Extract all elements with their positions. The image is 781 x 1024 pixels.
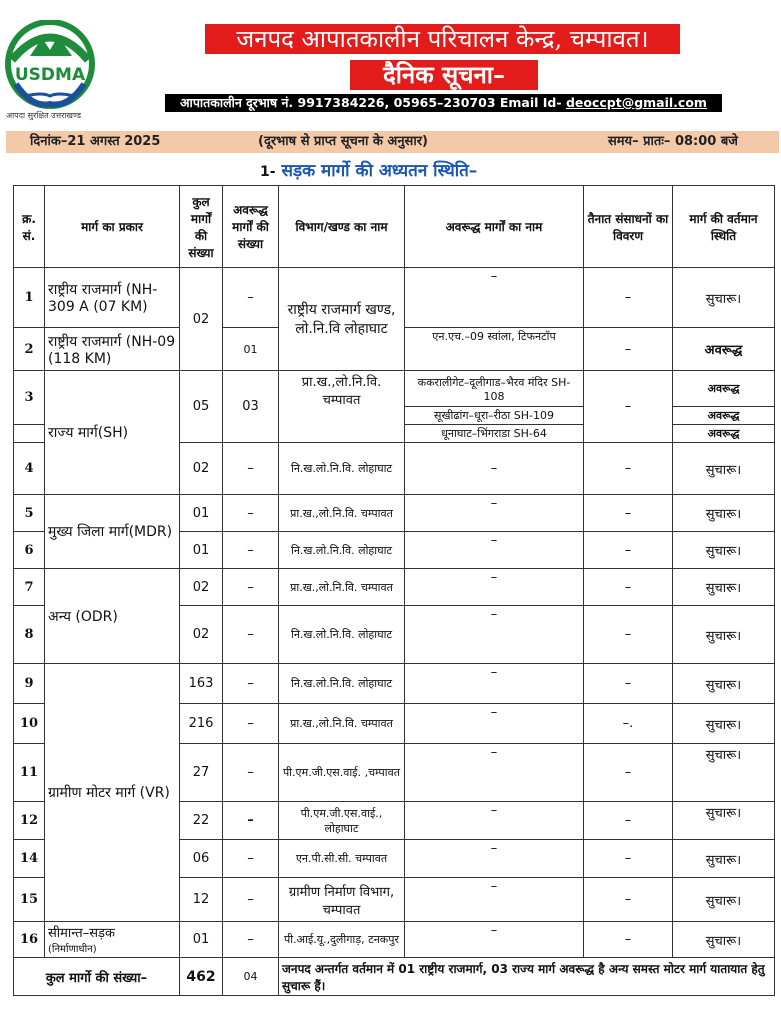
row-dept: नि.ख.लो.नि.वि. लोहाघाट (279, 606, 405, 664)
row-sno: 10 (14, 704, 45, 744)
row-sno: 14 (14, 840, 45, 878)
date-bar (6, 131, 779, 153)
row-status: सुचारू। (673, 922, 775, 958)
row-road: – (405, 664, 584, 704)
row-status: सुचारू। (673, 704, 775, 744)
row-resources: – (584, 744, 673, 802)
row-sno: 9 (14, 664, 45, 704)
row-road: – (405, 744, 584, 802)
row-total: 01 (180, 532, 223, 569)
row-type (45, 922, 180, 958)
row-sno: 11 (14, 744, 45, 802)
header-resources: तैनात संसाधनों का विवरण (584, 186, 673, 268)
row-resources: – (584, 664, 673, 704)
row-resources: – (584, 443, 673, 495)
row-road: – (405, 268, 584, 328)
row-sno: 1 (14, 268, 45, 328)
row-resources: – (584, 840, 673, 878)
row-status: सुचारू। (673, 532, 775, 569)
row-total: 22 (180, 802, 223, 840)
row-type: ग्रामीण मोटर मार्ग (VR) (45, 664, 180, 922)
row-type-note: (निर्माणाधीन) (48, 944, 97, 955)
table-row (14, 371, 775, 407)
row-sno: 2 (14, 328, 45, 371)
email-link[interactable]: deoccpt@gmail.com (565, 95, 707, 110)
row-resources: – (584, 569, 673, 606)
row-total: 01 (180, 922, 223, 958)
row-blocked: – (223, 802, 279, 840)
row-blocked: – (223, 922, 279, 958)
row-blocked: – (223, 704, 279, 744)
row-road: – (405, 443, 584, 495)
row-sno: 4 (14, 443, 45, 495)
row-resources: –. (584, 704, 673, 744)
section-number: 1- (260, 164, 276, 180)
row-status: सुचारू। (673, 878, 775, 922)
row-type: राष्ट्रीय राजमार्ग (NH-309 A (07 KM) (45, 268, 180, 328)
row-blocked: – (223, 840, 279, 878)
row-resources: – (584, 878, 673, 922)
row-sno: 16 (14, 922, 45, 958)
row-status: अवरूद्ध (673, 407, 775, 425)
row-blocked: – (223, 443, 279, 495)
row-dept: पी.एम.जी.एस.वाई. ,चम्पावत (279, 744, 405, 802)
row-type: राज्य मार्ग(SH) (45, 371, 180, 495)
row-road: – (405, 922, 584, 958)
row-total: 02 (180, 268, 223, 371)
row-total: 01 (180, 495, 223, 532)
row-road: एन.एच.–09 स्वांला, टिफनटॉप (405, 328, 584, 371)
row-type: अन्य (ODR) (45, 569, 180, 664)
usdma-logo (2, 20, 98, 120)
row-road: – (405, 878, 584, 922)
table-row (14, 268, 775, 328)
table-header-row (14, 186, 775, 268)
row-status: सुचारू। (673, 569, 775, 606)
row-road: – (405, 704, 584, 744)
row-blocked: – (223, 569, 279, 606)
row-dept: नि.ख.लो.नि.वि. लोहाघाट (279, 443, 405, 495)
row-total: 02 (180, 569, 223, 606)
row-status: सुचारू। (673, 443, 775, 495)
row-sno-empty (14, 425, 45, 443)
row-road: – (405, 606, 584, 664)
row-resources: – (584, 371, 673, 443)
row-blocked: – (223, 532, 279, 569)
header-type: मार्ग का प्रकार (45, 186, 180, 268)
table-row (14, 922, 775, 958)
row-blocked: – (223, 268, 279, 328)
header-dept: विभाग/खण्ड का नाम (279, 186, 405, 268)
table-footer-row (14, 958, 775, 996)
row-type-name: सीमान्त–सड़क (48, 926, 115, 941)
row-dept: पी.आई.यू.,दुलीगाड़, टनकपुर (279, 922, 405, 958)
row-total: 05 (180, 371, 223, 443)
row-blocked: – (223, 744, 279, 802)
row-resources: – (584, 802, 673, 840)
row-dept: प्रा.ख.,लो.नि.वि. चम्पावत (279, 569, 405, 606)
row-type: मुख्य जिला मार्ग(MDR) (45, 495, 180, 569)
table-row (14, 569, 775, 606)
row-road: धूनाघाट–भिंगराडा SH-64 (405, 425, 584, 443)
contact-prefix: आपातकालीन दूरभाष नं. 9917384226, 05965–230703 Email Id- (180, 95, 566, 110)
row-total: 02 (180, 443, 223, 495)
row-sno: 3 (14, 371, 45, 425)
row-dept: प्रा.ख.,लो.नि.वि. चम्पावत (279, 704, 405, 744)
row-status: अवरूद्ध (673, 328, 775, 371)
row-resources: – (584, 532, 673, 569)
row-sno: 5 (14, 495, 45, 532)
row-type: राष्ट्रीय राजमार्ग (NH-09 (118 KM) (45, 328, 180, 371)
row-dept: पी.एम.जी.एस.वाई., लोहाघाट (279, 802, 405, 840)
row-total: 216 (180, 704, 223, 744)
row-blocked: – (223, 664, 279, 704)
table-row (14, 664, 775, 704)
contact-bar (165, 94, 722, 112)
row-resources: – (584, 606, 673, 664)
row-status: सुचारू। (673, 606, 775, 664)
row-road: – (405, 495, 584, 532)
row-status: अवरूद्ध (673, 371, 775, 407)
row-blocked: – (223, 495, 279, 532)
row-resources: – (584, 328, 673, 371)
row-status: सुचारू। (673, 268, 775, 328)
row-status: सुचारू। (673, 664, 775, 704)
row-blocked: 03 (223, 371, 279, 443)
row-dept: प्रा.ख.,लो.नि.वि. चम्पावत (279, 495, 405, 532)
section-title: सड़क मार्गो की अध्यतन स्थिति– (281, 161, 478, 181)
report-time: समय– प्रातः– 08:00 बजे (608, 134, 738, 149)
row-dept: नि.ख.लो.नि.वि. लोहाघाट (279, 664, 405, 704)
row-blocked: 01 (223, 328, 279, 371)
row-total: 12 (180, 878, 223, 922)
row-status: अवरूद्ध (673, 425, 775, 443)
row-road: – (405, 569, 584, 606)
row-dept: प्रा.ख.,लो.नि.वि. चम्पावत (279, 371, 405, 443)
total-label: कुल मार्गो की संख्या– (14, 958, 180, 996)
row-dept: राष्ट्रीय राजमार्ग खण्ड, लो.नि.वि लोहाघाट (279, 268, 405, 371)
row-sno: 7 (14, 569, 45, 606)
row-total: 02 (180, 606, 223, 664)
page-subtitle: दैनिक सूचना– (350, 60, 538, 90)
row-blocked: – (223, 606, 279, 664)
row-dept: ग्रामीण निर्माण विभाग, चम्पावत (279, 878, 405, 922)
table-row (14, 495, 775, 532)
report-source: (दूरभाष से प्राप्त सूचना के अनुसार) (258, 134, 428, 149)
row-total: 27 (180, 744, 223, 802)
row-resources: – (584, 495, 673, 532)
header-total: कुल मार्गों की संख्या (180, 186, 223, 268)
row-road: – (405, 840, 584, 878)
row-status: सुचारू। (673, 744, 775, 802)
row-sno: 8 (14, 606, 45, 664)
row-road: – (405, 532, 584, 569)
header-blocked: अवरूद्ध मार्गों की संख्या (223, 186, 279, 268)
row-road: ककरालीगेट–दूलीगाड–भैरव मंदिर SH-108 (405, 371, 584, 407)
row-status: सुचारू। (673, 802, 775, 840)
logo-caption: आपदा सुरक्षित उत्तराखण्ड (6, 111, 82, 120)
row-dept: नि.ख.लो.नि.वि. लोहाघाट (279, 532, 405, 569)
row-status: सुचारू। (673, 495, 775, 532)
row-road: – (405, 802, 584, 840)
section-heading (260, 158, 477, 181)
report-date: दिनांक–21 अगस्त 2025 (30, 134, 161, 149)
row-resources: – (584, 268, 673, 328)
header-sno: क्र. सं. (14, 186, 45, 268)
road-status-table (13, 185, 775, 996)
row-total: 06 (180, 840, 223, 878)
row-dept: एन.पी.सी.सी. चम्पावत (279, 840, 405, 878)
svg-text:USDMA: USDMA (14, 65, 86, 85)
row-road: सूखीढांग–धूरा–रीठा SH-109 (405, 407, 584, 425)
header-status: मार्ग की वर्तमान स्थिति (673, 186, 775, 268)
header-road: अवरूद्ध मार्गों का नाम (405, 186, 584, 268)
row-sno: 15 (14, 878, 45, 922)
row-status: सुचारू। (673, 840, 775, 878)
summary-text: जनपद अन्तर्गत वर्तमान में 01 राष्ट्रीय राजमार्ग, 03 राज्य मार्ग अवरूद्ध है अन्य समस्त मोटर मार्ग यातायात हेतु सुचारू हैं। (279, 958, 775, 996)
row-total: 163 (180, 664, 223, 704)
row-resources: – (584, 922, 673, 958)
row-blocked: – (223, 878, 279, 922)
page-title: जनपद आपातकालीन परिचालन केन्द्र, चम्पावत। (205, 24, 680, 54)
total-count: 462 (180, 958, 223, 996)
row-sno: 12 (14, 802, 45, 840)
row-sno: 6 (14, 532, 45, 569)
total-blocked: 04 (223, 958, 279, 996)
